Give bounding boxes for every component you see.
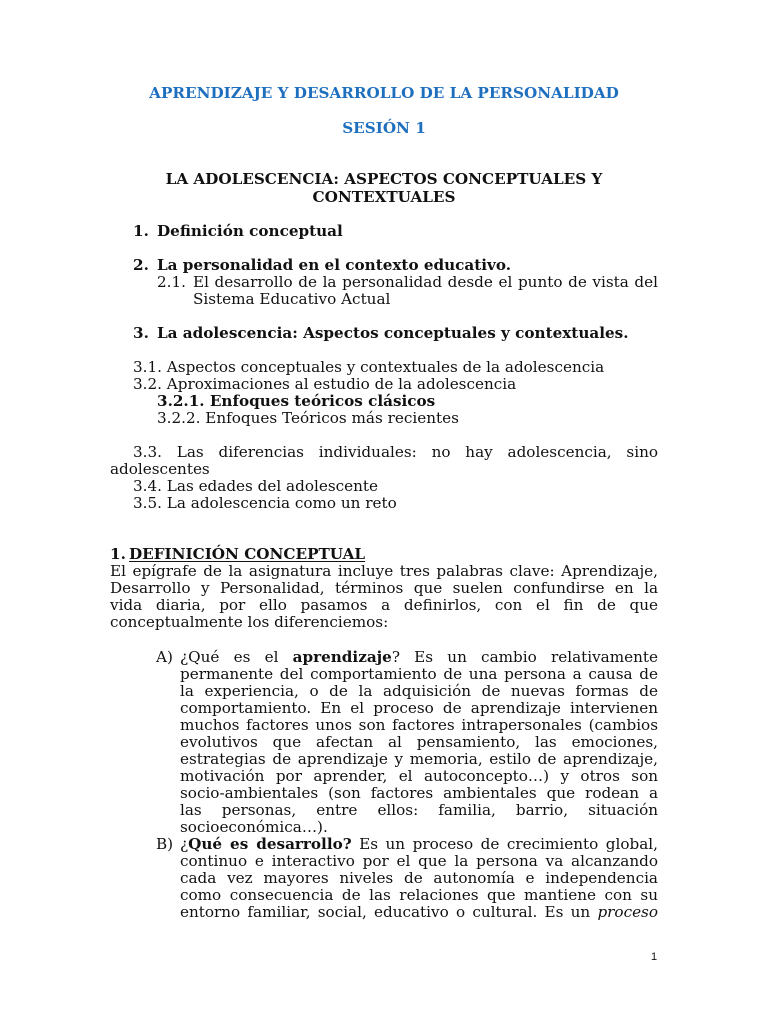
section-1-title [129,546,365,563]
item-b-line-5 [180,904,658,921]
item-b-italic-word: proceso [597,903,658,921]
item-b-definition-start: Es un proceso de crecimiento global, [351,835,658,853]
toc-item-3-5: 3.5. La adolescencia como un reto [133,494,397,512]
item-a-line-8: motivación por aprender, el autoconcepto…) y otros son [180,767,658,785]
item-a-line-10: las personas, entre ellos: familia, barrio, situación [180,801,658,819]
item-a-line-3: la experiencia, o de la adquisición de nuevas formas de [180,682,658,700]
toc-item-3-number: 3. [133,324,149,342]
item-a-line-4: comportamiento. En el proceso de aprendizaje intervienen [180,699,658,717]
chapter-heading-line1: LA ADOLESCENCIA: ASPECTOS CONCEPTUALES Y [165,170,603,188]
item-a-line-9: socio-ambientales (son factores ambientales que rodean a [180,784,658,802]
item-a-line-2: permanente del comportamiento de una persona a causa de [180,665,658,683]
toc-item-3-3-line2: adolescentes [110,460,210,478]
toc-item-2-1-line1: El desarrollo de la personalidad desde el punto de vista del [193,273,658,291]
item-a-line-11: socioeconómica…). [180,818,328,836]
item-b-last-text: entorno familiar, social, educativo o cultural. Es un [180,903,598,921]
item-a-definition-start: ? Es un cambio relativamente [391,648,658,666]
toc-item-3-2-2: 3.2.2. Enfoques Teóricos más recientes [157,409,459,427]
item-b-keyword: Qué es desarrollo? [188,835,352,853]
toc-item-2: La personalidad en el contexto educativo. [157,256,512,274]
chapter-heading-line2: CONTEXTUALES [312,188,456,206]
intro-line-3: vida diaria, por ello pasamos a definirlos, con el fin de que [110,596,658,614]
toc-item-2-number: 2. [133,256,149,274]
item-a-keyword: aprendizaje [292,648,392,666]
toc-item-3-3-line1: 3.3. Las diferencias individuales: no hay adolescencia, sino [133,443,658,461]
intro-line-2: Desarrollo y Personalidad, términos que suelen confundirse en la [110,579,658,597]
toc-item-3-4: 3.4. Las edades del adolescente [133,477,378,495]
item-a-label: A) [156,648,173,666]
toc-item-1-number: 1. [133,222,149,240]
toc-item-1: Definición conceptual [157,222,343,240]
toc-item-2-1-line2: Sistema Educativo Actual [193,290,391,308]
intro-line-1: El epígrafe de la asignatura incluye tres palabras clave: Aprendizaje, [110,562,658,580]
item-b-question-mark: ¿ [180,835,189,853]
toc-item-3: La adolescencia: Aspectos conceptuales y contextuales. [157,324,629,342]
item-b-line-4: como consecuencia de las relaciones que mantiene con su [180,886,658,904]
item-a-line-1 [180,649,658,666]
page-number: 1 [651,951,658,963]
item-a-line-5: muchos factores unos son factores intrapersonales (cambios [180,716,658,734]
item-b-line-1 [180,836,658,853]
item-a-line-6: evolutivos que afectan al pensamiento, las emociones, [180,733,658,751]
toc-item-2-1-number: 2.1. [157,273,186,291]
intro-line-4: conceptualmente los diferenciemos: [110,613,389,631]
section-1-title-text: DEFINICIÓN CONCEPTUAL [129,545,366,563]
toc-item-3-2: 3.2. Aproximaciones al estudio de la adolescencia [133,375,517,393]
item-a-question: ¿Qué es el [180,648,293,666]
toc-item-3-2-1: 3.2.1. Enfoques teóricos clásicos [157,392,436,410]
section-1-number: 1. [110,545,126,563]
item-b-line-3: cada vez mayores niveles de autonomía e independencia [180,869,658,887]
item-b-line-2: continuo e interactivo por el que la persona va alcanzando [180,852,658,870]
course-title: APRENDIZAJE Y DESARROLLO DE LA PERSONALIDAD [149,84,619,102]
item-a-line-7: estrategias de aprendizaje y memoria, estilo de aprendizaje, [180,750,658,768]
item-b-label: B) [156,835,174,853]
session-label: SESIÓN 1 [342,119,426,137]
toc-item-3-1: 3.1. Aspectos conceptuales y contextuales de la adolescencia [133,358,605,376]
